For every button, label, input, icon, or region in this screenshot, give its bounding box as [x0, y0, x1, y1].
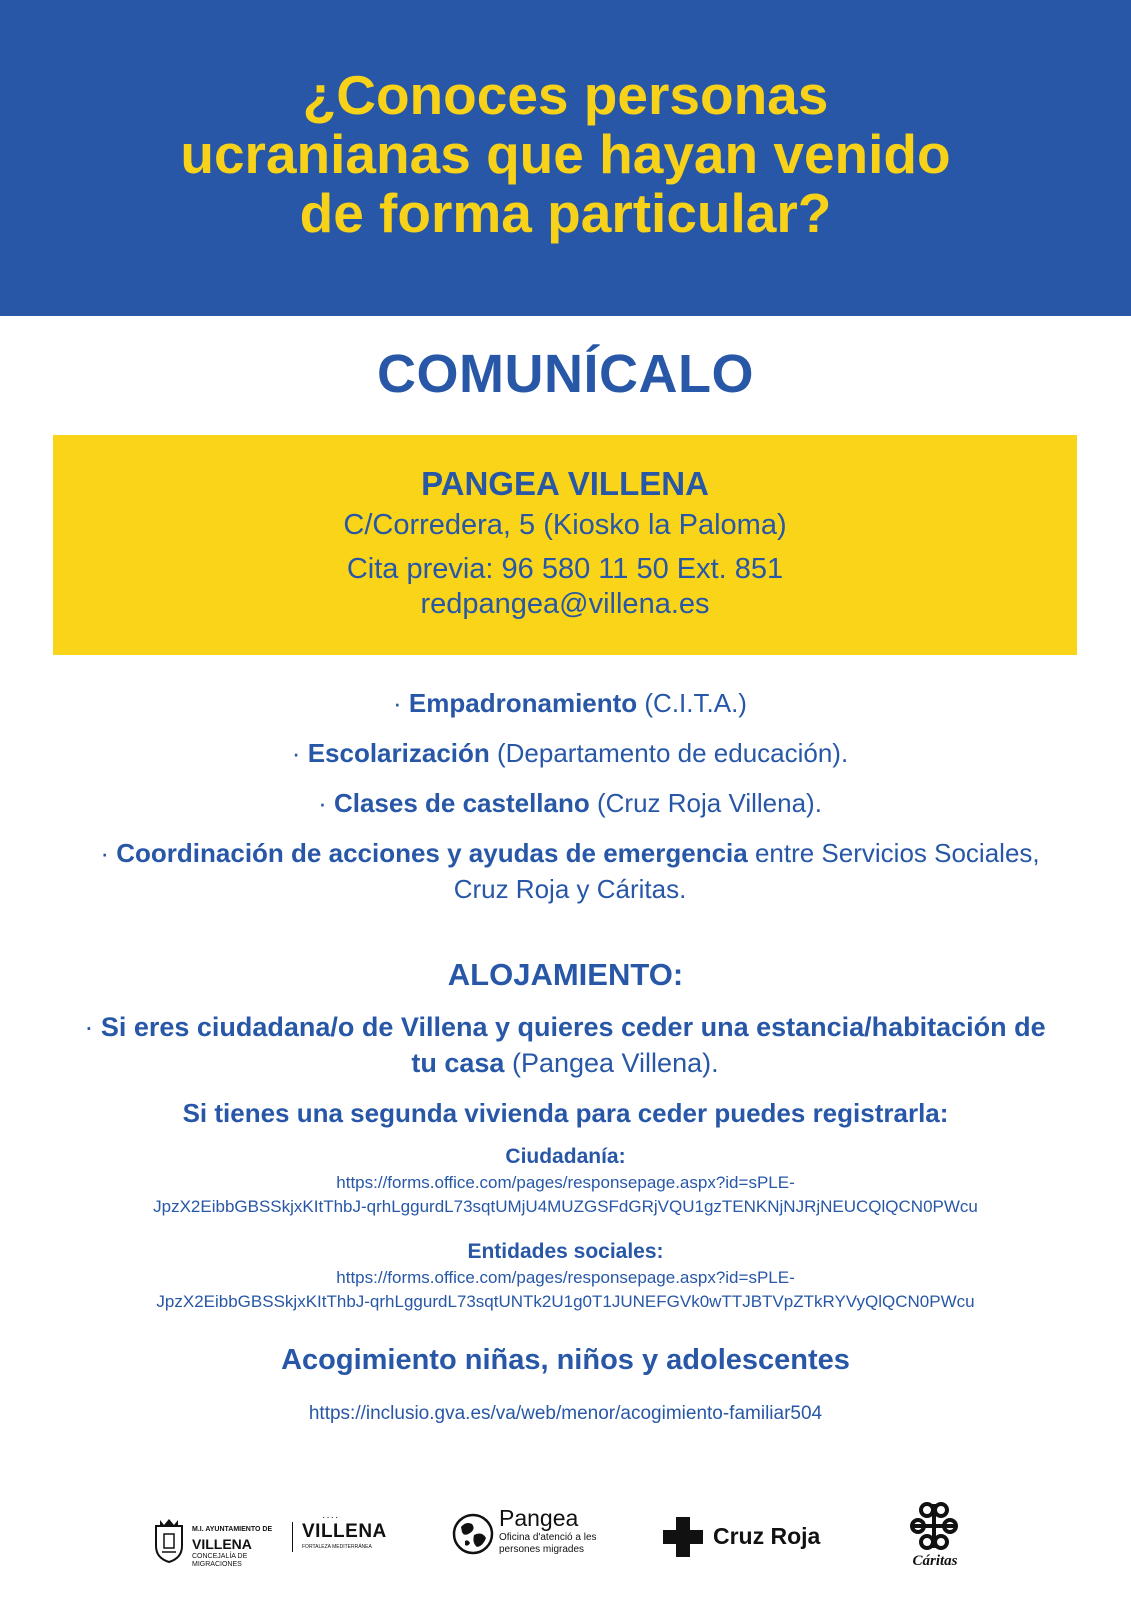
- contact-title: PANGEA VILLENA: [421, 465, 709, 502]
- register-text: Si tienes una segunda vivienda para ceder puedes registrarla:: [182, 1098, 949, 1128]
- service-name: Coordinación de acciones y ayudas de emergencia: [116, 838, 748, 868]
- entidades-label: Entidades sociales:: [467, 1240, 664, 1263]
- ayuntamiento-logo: [152, 1510, 287, 1570]
- pangea-sub-2: persones migrades: [499, 1544, 585, 1555]
- caritas-text: Cáritas: [912, 1553, 958, 1569]
- headline-line-1: ¿Conoces personas: [302, 64, 829, 126]
- headline-line-2: ucranianas que hayan venido: [180, 123, 951, 185]
- coat-of-arms-icon: [152, 1516, 186, 1564]
- contact-phone: Cita previa: 96 580 11 50 Ext. 851: [346, 553, 784, 585]
- services-list: [80, 685, 1060, 921]
- globe-icon: [452, 1513, 494, 1555]
- service-item: · Empadronamiento (C.I.T.A.): [393, 688, 747, 718]
- contact-email[interactable]: redpangea@villena.es: [420, 588, 710, 620]
- entidades-link[interactable]: [40, 1266, 1091, 1314]
- contact-address: C/Corredera, 5 (Kiosko la Paloma): [343, 509, 787, 541]
- pangea-sub-1: Oficina d'atenció a les: [499, 1532, 597, 1543]
- contact-box: [53, 435, 1077, 655]
- villena-brand-text: VILLENA: [302, 1521, 387, 1542]
- service-detail: (Departamento de educación).: [489, 738, 849, 768]
- villena-brand-logo: [302, 1514, 392, 1559]
- villena-dots-icon: ····: [322, 1512, 340, 1523]
- alojamiento-item: · Si eres ciudadana/o de Villena y quieres ceder una estancia/habitación de tu casa (Pangea Villena).: [84, 1012, 1046, 1078]
- ciudadania-link-line-2[interactable]: JpzX2EibbGBSSkjxKItThbJ-qrhLggurdL73sqtUMjU4MUZGSFdGRjVQU1gzTENKNjNJRjNEUCQlQCN0PWcu: [153, 1197, 978, 1216]
- logo-divider: [292, 1522, 293, 1552]
- service-detail: entre Servicios Sociales, Cruz Roja y Cáritas.: [453, 838, 1040, 904]
- service-detail: (Cruz Roja Villena).: [589, 788, 822, 818]
- acogimiento-link[interactable]: https://inclusio.gva.es/va/web/menor/acogimiento-familiar504: [308, 1403, 823, 1424]
- cross-icon: [663, 1517, 703, 1557]
- ciudadania-link[interactable]: [40, 1171, 1091, 1219]
- service-name: Escolarización: [307, 738, 490, 768]
- header-banner: [0, 0, 1131, 316]
- service-name: Empadronamiento: [408, 688, 638, 718]
- ciudadania-label: Ciudadanía:: [505, 1145, 626, 1168]
- acogimiento-title: Acogimiento niñas, niños y adolescentes: [281, 1344, 850, 1376]
- caritas-cross-icon: [908, 1500, 960, 1552]
- service-item: · Clases de castellano (Cruz Roja Villena).: [318, 788, 822, 818]
- cruz-roja-logo: [663, 1515, 833, 1560]
- entidades-link-line-2[interactable]: JpzX2EibbGBSSkjxKItThbJ-qrhLggurdL73sqtUNTk2U1g0T1JUNEFGVk0wTTJBTVpZTkRYVyQlQCN0PWcu: [156, 1292, 975, 1311]
- caritas-logo: [895, 1500, 975, 1570]
- headline: [0, 66, 1131, 243]
- alojamiento-item-bold: Si eres ciudadana/o de Villena y quieres ceder una estancia/habitación de tu casa: [100, 1012, 1046, 1078]
- ayuntamiento-label: M.I. AYUNTAMIENTO DE: [192, 1526, 273, 1533]
- ayuntamiento-villena: VILLENA: [192, 1536, 252, 1552]
- service-item: · Coordinación de acciones y ayudas de emergencia entre Servicios Sociales, Cruz Roja y Cáritas.: [100, 838, 1040, 904]
- call-to-action-title: COMUNÍCALO: [377, 344, 754, 404]
- pangea-logo: [452, 1505, 597, 1565]
- concejalia-label: CONCEJALÍA DE: [192, 1553, 248, 1560]
- alojamiento-item-detail: (Pangea Villena).: [504, 1048, 719, 1078]
- footer-logos: [0, 1500, 1131, 1590]
- service-name: Clases de castellano: [333, 788, 590, 818]
- ciudadania-link-line-1[interactable]: https://forms.office.com/pages/responsepage.aspx?id=sPLE-: [336, 1173, 795, 1192]
- entidades-link-line-1[interactable]: https://forms.office.com/pages/responsepage.aspx?id=sPLE-: [336, 1268, 795, 1287]
- alojamiento-title: ALOJAMIENTO:: [447, 957, 684, 992]
- service-detail: (C.I.T.A.): [637, 688, 747, 718]
- villena-brand-sub: FORTALEZA MEDITERRÁNEA: [302, 1544, 372, 1550]
- pangea-name: Pangea: [499, 1505, 579, 1531]
- cruz-roja-text: Cruz Roja: [713, 1523, 821, 1549]
- service-item: · Escolarización (Departamento de educación).: [291, 738, 849, 768]
- migraciones-label: MIGRACIONES: [192, 1561, 242, 1568]
- headline-line-3: de forma particular?: [299, 182, 832, 244]
